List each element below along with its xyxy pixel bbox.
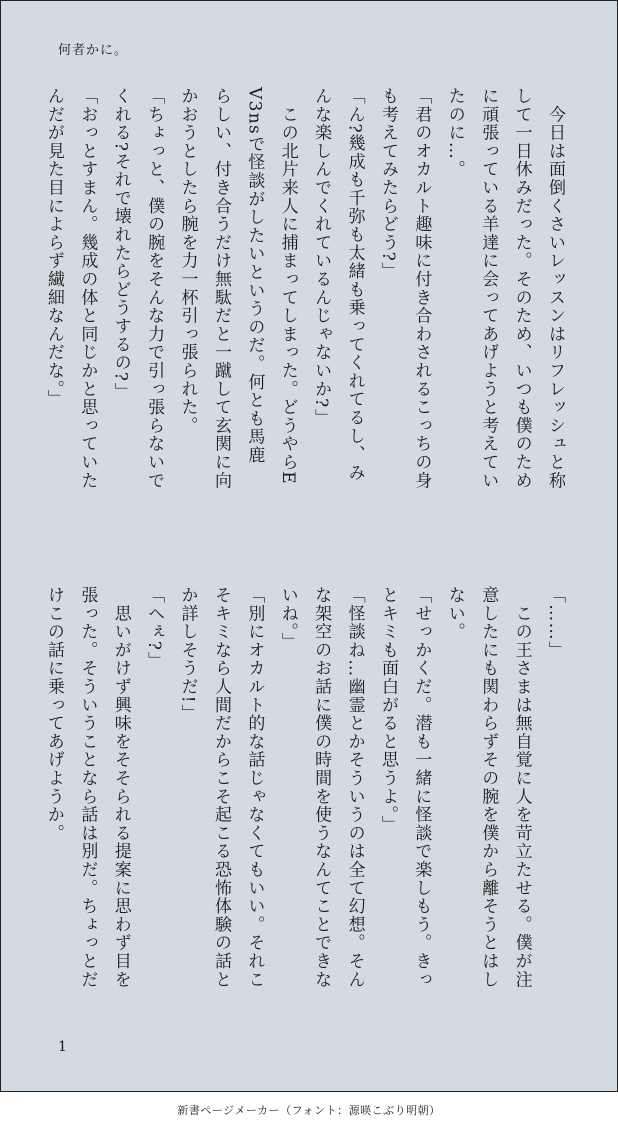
body-text-bottom-tier: 「……」 この王さまは無自覚に人を苛立たせる。僕が注 意したにも関わらずその腕を僕から離そうとはし ない。 「せっかくだ。潜も一緒に怪談で楽しもう。きっ とキミも面白がると思うよ。」 「怪談ね…幽霊とかそういうのは全て幻想。そん な架空のお話に僕の時間を使うなんてことできな いね。」 「別にオカルト的な話じゃなくてもいい。それこ そキミなら人間だからこそ起こる恐怖体験の話と か詳しそうだ!」 「へぇ?」 思いがけず興味をそそられる提案に思わず目を 張った。そういうことなら話は別だ。ちょっとだ けこの話に乗ってあげようか。 [43, 586, 565, 989]
page-number: 1 [58, 1039, 67, 1055]
body-text-top-tier: 今日は面倒くさいレッスンはリフレッシュと称 して一日休みだった。そのため、いつも僕のため に頑張っている羊達に会ってあげようと考えてい たのに…。 「君のオカルト趣味に付き合わされるこっちの身 も考えてみたらどう?」 「ん?幾成も千弥も太緒も乗ってくれてるし、み んな楽しんでくれているんじゃないか?」 この北片来人に捕まってしまった。どうやらE V3nsで怪談がしたいというのだ。何とも馬鹿 らしい、付き合うだけ無駄だと一蹴して玄関に向 かおうとしたら腕を力一杯引っ張られた。 「ちょっと、僕の腕をそんな力で引っ張らないで くれる?それで壊れたらどうするの?」 「おっとすまん。幾成の体と同じかと思っていた んだが見た目によらず繊細なんだな。」 [43, 87, 565, 490]
running-title: 何者かに。 [58, 43, 129, 58]
footer-caption: 新書ページメーカー（フォント：源暎こぶり明朝） [177, 1104, 441, 1117]
